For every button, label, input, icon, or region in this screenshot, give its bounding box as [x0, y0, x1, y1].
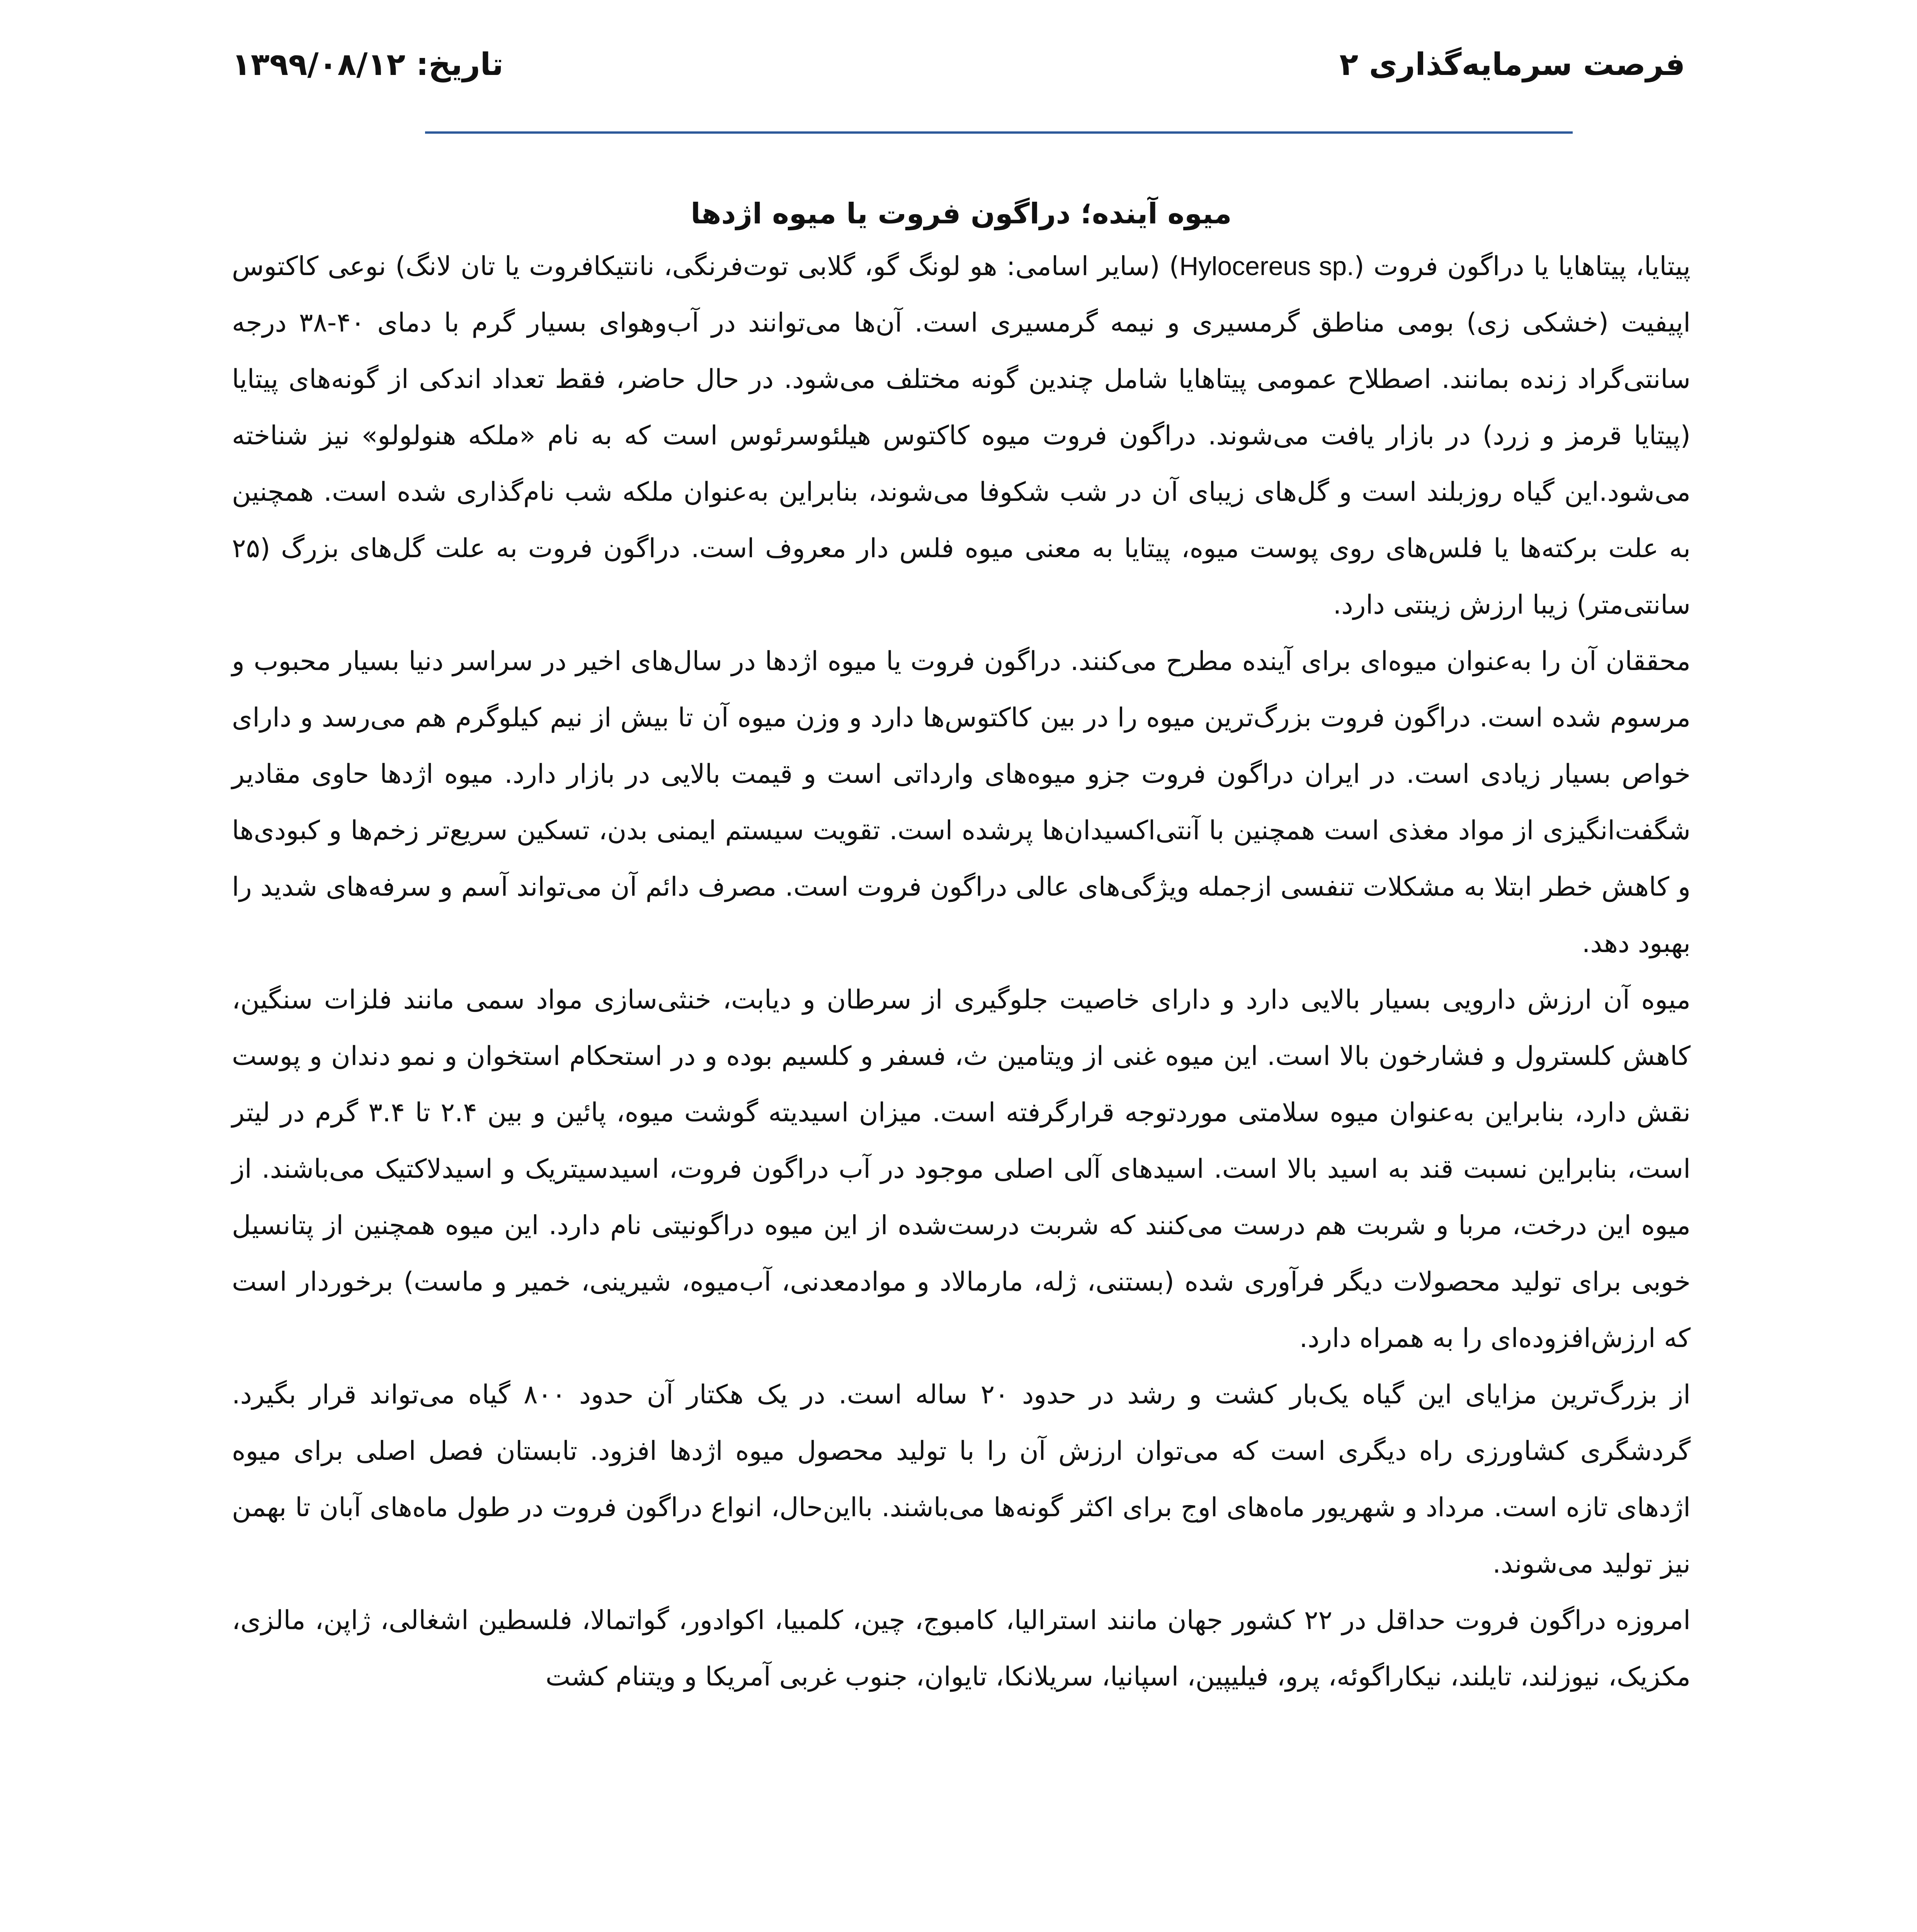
paragraph-1: [232, 238, 1691, 633]
paragraph-1-text-a: پیتایا، پیتاهایا یا دراگون فروت (: [1354, 251, 1691, 282]
header-title: فرصت سرمایه‌گذاری ۲: [1339, 46, 1685, 82]
paragraph-5-text: امروزه دراگون فروت حداقل در ۲۲ کشور جهان مانند استرالیا، کامبوج، چین، کلمبیا، اکوادور، گواتمالا، فلسطین اشغالی، ژاپن، مالزی، مکزیک، نیوزلند، تایلند، نیکاراگوئه، پرو، فیلیپین، اسپانیا، سریلانکا، تایوان، جنوب غربی آمریکا و ویتنام کشت: [232, 1605, 1691, 1692]
paragraph-3-text: میوه آن ارزش دارویی بسیار بالایی دارد و دارای خاصیت جلوگیری از سرطان و دیابت، خنثی‌سازی مواد سمی مانند فلزات سنگین، کاهش کلسترول و فشارخون بالا است. این میوه غنی از ویتامین ث، فسفر و کلسیم بوده و در استحکام استخوان و نمو دندان و پوست نقش دارد، بنابراین به‌عنوان میوه سلامتی موردتوجه قرارگرفته است. میزان اسیدیته گوشت میوه، پائین و بین ۲.۴ تا ۳.۴ گرم در لیتر است، بنابراین نسبت قند به اسید بالا است. اسیدهای آلی اصلی موجود در آب دراگون فروت، اسیدسیتریک و اسیدلاکتیک می‌باشند. از میوه این درخت، مربا و شربت هم درست می‌کنند که شربت درست‌شده از این میوه دراگونیتی نام دارد. این میوه همچنین از پتانسیل خوبی برای تولید محصولات دیگر فرآوری شده (بستنی، ژله، مارمالاد و موادمعدنی، آب‌میوه، شیرینی، خمیر و ماست) برخوردار است که ارزش‌افزوده‌ای را به همراه دارد.: [232, 985, 1691, 1354]
paragraph-4-text: از بزرگ‌ترین مزایای این گیاه یک‌بار کشت و رشد در حدود ۲۰ ساله است. در یک هکتار آن حدود ۸۰۰ گیاه می‌تواند قرار بگیرد. گردشگری کشاورزی راه دیگری است که می‌توان ارزش آن را با تولید محصول میوه اژدها افزود. تابستان فصل اصلی برای میوه اژدهای تازه است. مرداد و شهریور ماه‌های اوج برای اکثر گونه‌ها می‌باشند. بااین‌حال، انواع دراگون فروت در طول ماه‌های آبان تا بهمن نیز تولید می‌شوند.: [232, 1379, 1691, 1579]
header-date: تاریخ: ۱۳۹۹/۰۸/۱۲: [232, 46, 503, 82]
paragraph-4: [232, 1367, 1691, 1592]
paragraph-2-text: محققان آن را به‌عنوان میوه‌ای برای آینده مطرح می‌کنند. دراگون فروت یا میوه اژدها در سال‌های اخیر در سراسر دنیا بسیار محبوب و مرسوم شده است. دراگون فروت بزرگ‌ترین میوه را در بین کاکتوس‌ها دارد و وزن میوه آن تا بیش از نیم کیلوگرم هم می‌رسد و دارای خواص بسیار زیادی است. در ایران دراگون فروت جزو میوه‌های وارداتی است و قیمت بالایی در بازار دارد. میوه اژدها حاوی مقادیر شگفت‌انگیزی از مواد مغذی است همچنین با آنتی‌اکسیدان‌ها پرشده است. تقویت سیستم ایمنی بدن، تسکین سریع‌تر زخم‌ها و کبودی‌ها و کاهش خطر ابتلا به مشکلات تنفسی ازجمله ویژگی‌های عالی دراگون فروت است. مصرف دائم آن می‌تواند آسم و سرفه‌های شدید را بهبود دهد.: [232, 646, 1691, 959]
page-header: [232, 46, 1685, 93]
document-body: [232, 197, 1691, 1705]
paragraph-2: [232, 633, 1691, 972]
paragraph-1-text-b: ) (سایر اسامی: هو لونگ گو، گلابی توت‌فرنگی، نانتیکافروت یا تان لانگ) نوعی کاکتوس اپیفیت (خشکی زی) بومی مناطق گرمسیری و نیمه گرمسیری است. آن‌ها می‌توانند در آب‌وهوای بسیار گرم با دمای ۴۰-۳۸ درجه سانتی‌گراد زنده بمانند. اصطلاح عمومی پیتاهایا شامل چندین گونه مختلف می‌شود. در حال حاضر، فقط تعداد اندکی از گونه‌های پیتایا (پیتایا قرمز و زرد) در بازار یافت می‌شوند. دراگون فروت میوه کاکتوس هیلئوسرئوس است که به نام «ملکه هنولولو» نیز شناخته می‌شود.این گیاه روزبلند است و گل‌های زیبای آن در شب شکوفا می‌شوند، بنابراین به‌عنوان ملکه شب نام‌گذاری شده است. همچنین به علت برکته‌ها یا فلس‌های روی پوست میوه، پیتایا به معنی میوه فلس دار معروف است. دراگون فروت به علت گل‌های بزرگ (۲۵ سانتی‌متر) زیبا ارزش زینتی دارد.: [232, 251, 1691, 620]
header-divider: [425, 131, 1573, 134]
scientific-name: Hylocereus sp.: [1179, 252, 1354, 281]
paragraph-3: [232, 972, 1691, 1367]
paragraph-5: [232, 1592, 1691, 1705]
document-title: میوه آینده؛ دراگون فروت یا میوه اژدها: [691, 197, 1232, 230]
